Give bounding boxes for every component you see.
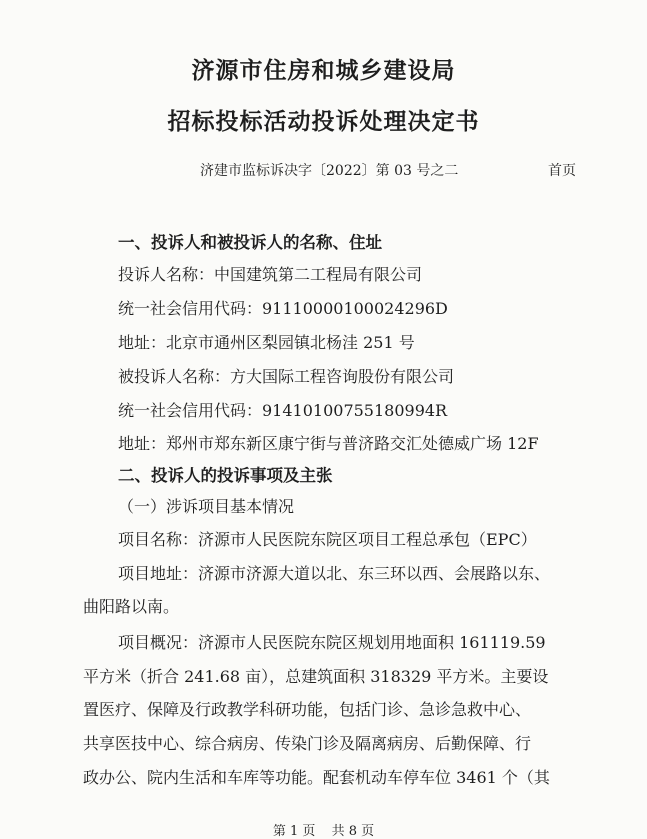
project-address-continued: 曲阳路以南。 — [83, 597, 180, 616]
respondent-credit-code: 统一社会信用代码：91410100755180994R — [118, 401, 448, 420]
page-number: 第 1 页 — [272, 824, 316, 839]
project-overview-line2: 平方米（折合 241.68 亩），总建筑面积 318329 平方米。主要设 — [83, 667, 549, 686]
project-name: 项目名称：济源市人民医院东院区项目工程总承包（EPC） — [118, 530, 537, 549]
project-overview-line5: 政办公、院内生活和车库等功能。配套机动车停车位 3461 个（其 — [83, 768, 550, 787]
first-page-label: 首页 — [548, 163, 576, 179]
complainant-address: 地址：北京市通州区梨园镇北杨洼 251 号 — [118, 333, 415, 352]
issuer-title: 济源市住房和城乡建设局 — [191, 58, 456, 84]
document-title: 招标投标活动投诉处理决定书 — [167, 109, 480, 135]
respondent-name: 被投诉人名称：方大国际工程咨询股份有限公司 — [118, 367, 455, 386]
page-footer — [0, 820, 647, 839]
complainant-credit-code: 统一社会信用代码：91110000100024296D — [118, 299, 448, 318]
complainant-name: 投诉人名称：中国建筑第二工程局有限公司 — [118, 265, 423, 284]
project-address: 项目地址：济源市济源大道以北、东三环以西、会展路以东、 — [118, 564, 551, 583]
project-overview: 项目概况：济源市人民医院东院区规划用地面积 161119.59 — [118, 633, 546, 652]
project-overview-line3: 置医疗、保障及行政教学科研功能，包括门诊、急诊急救中心、 — [83, 700, 532, 719]
project-overview-line4: 共享医技中心、综合病房、传染门诊及隔离病房、后勤保障、行 — [83, 734, 532, 753]
section-heading-parties: 一、投诉人和被投诉人的名称、住址 — [118, 233, 382, 252]
section-heading-complaint: 二、投诉人的投诉事项及主张 — [118, 466, 333, 485]
page-total: 共 8 页 — [331, 824, 375, 839]
document-number: 济建市监标诉决字〔2022〕第 03 号之二 — [200, 163, 459, 179]
respondent-address: 地址：郑州市郑东新区康宁街与普济路交汇处德威广场 12F — [118, 434, 539, 453]
subsection-heading-project: （一）涉诉项目基本情况 — [118, 497, 295, 516]
